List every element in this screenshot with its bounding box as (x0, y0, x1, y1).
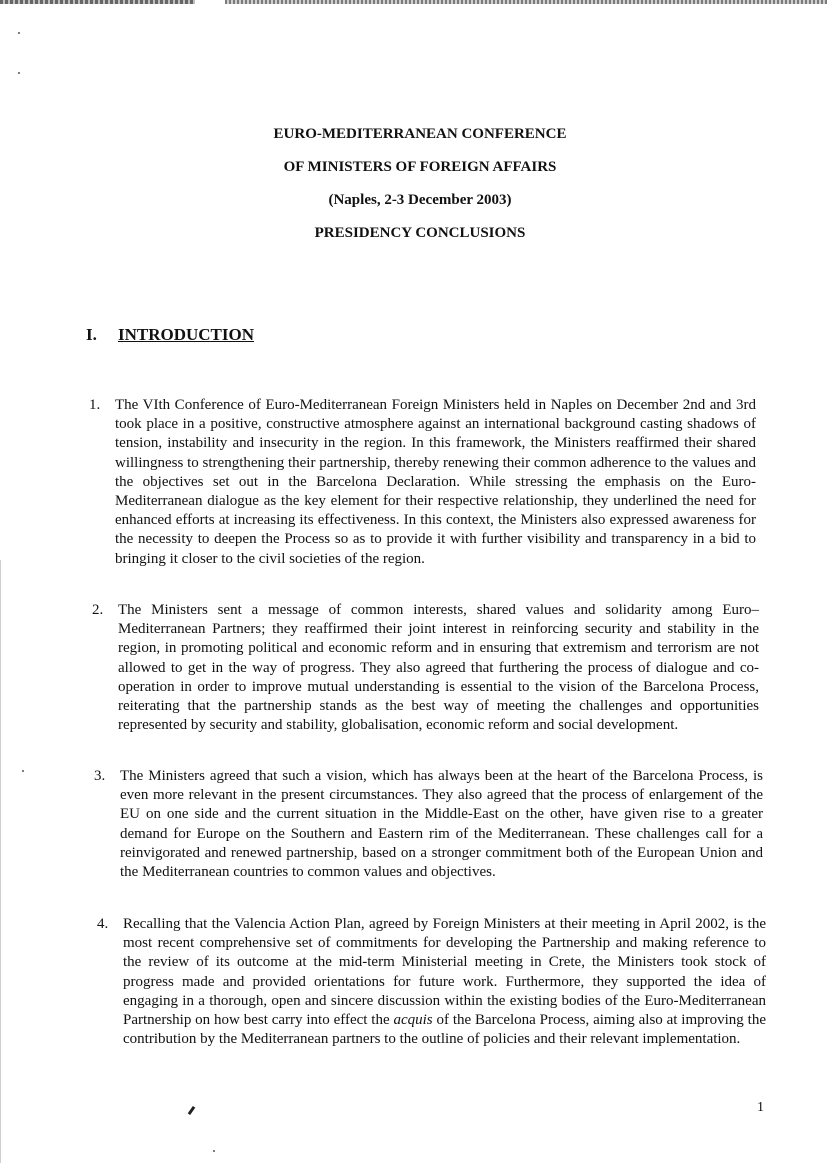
heading-line-3: (Naples, 2-3 December 2003) (328, 192, 512, 208)
scan-speck (22, 770, 24, 772)
paragraph-2 (92, 601, 759, 735)
paragraph-3 (94, 767, 763, 882)
section-number: I. (86, 325, 97, 344)
paragraph-text: The Ministers agreed that such a vision, which has always been at the heart of the Barcelona Process, is even more relevant in the present circumstances. They also agreed that the process of enlargement of the EU on one side and the current situation in the Middle-East on the other, have given rise to a greater demand for Europe on the Southern and Eastern rim of the Mediterranean. These challenges call for a reinvigorated and renewed partnership, based on a stronger commitment both of the European Union and the Mediterranean countries to common values and objectives. (120, 768, 763, 881)
pen-mark (188, 1106, 196, 1115)
paragraph-text: The VIth Conference of Euro-Mediterranean Foreign Ministers held in Naples on December 2nd and 3rd took place in a positive, constructive atmosphere against an international background casting shadows of tension, instability and insecurity in the region. In this framework, the Ministers reaffirmed their shared willingness to strengthening their partnership, thereby renewing their common adherence to the values and the objectives set out in the Barcelona Declaration. While stressing the emphasis on the Euro-Mediterranean dialogue as the key element for their respective relationship, they underlined the need for enhanced efforts at increasing its effectiveness. In this context, the Ministers also expressed awareness for the necessity to deepen the Process so as to provide it with further visibility and transparency in a bid to bringing it closer to the civil societies of the region. (115, 397, 756, 567)
paragraph-italic-term: acquis (393, 1012, 433, 1029)
document-heading (180, 126, 660, 258)
paragraph-text-start: Recalling that the Valencia Action Plan, agreed by Foreign Ministers at their meeting in April 2002, is the most recent comprehensive set of commitments for developing the Partnership and making reference to the review of its outcome at the mid-term Ministerial meeting in Crete, the Ministers took stock of progress made and provided orientations for future work. Furthermore, they supported the idea of engaging in a thorough, open and sincere discussion within the existing bodies of the Euro-Mediterranean Partnership on how best carry into effect the (123, 916, 766, 1029)
paragraph-text-end: of the Barcelona Process, aiming also at improving the contribution by the Mediterranean partners to the outline of policies and their relevant implementation. (123, 1012, 766, 1048)
paragraph-number: 1. (89, 397, 101, 413)
scan-speck (18, 32, 20, 34)
scan-speck (213, 1150, 215, 1152)
paragraph-number: 3. (94, 768, 106, 784)
scan-artifact-top-left (0, 0, 195, 4)
paragraph-number: 2. (92, 602, 104, 618)
page-number: 1 (757, 1100, 764, 1115)
scan-artifact-left-edge (0, 560, 1, 1163)
paragraph-4 (97, 915, 766, 1049)
paragraph-1 (89, 396, 756, 569)
scan-speck (18, 72, 20, 74)
section-title: INTRODUCTION (118, 325, 255, 344)
section-heading (86, 325, 254, 345)
paragraph-number: 4. (97, 916, 109, 932)
paragraph-text: The Ministers sent a message of common interests, shared values and solidarity among Euro–Mediterranean Partners; they reaffirmed their joint interest in reinforcing security and stability in the region, in promoting political and economic reform and in ensuring that extremism and terrorism are not allowed to get in the way of progress. They also agreed that furthering the process of dialogue and co-operation in order to improve mutual understanding is essential to the vision of the Barcelona Process, reiterating that the partnership stands as the best way of meeting the challenges and opportunities represented by security and stability, globalisation, economic reform and social development. (118, 602, 759, 734)
heading-line-4: PRESIDENCY CONCLUSIONS (314, 225, 526, 241)
scan-artifact-top-right (225, 0, 827, 4)
heading-line-2: OF MINISTERS OF FOREIGN AFFAIRS (283, 159, 557, 175)
heading-line-1: EURO-MEDITERRANEAN CONFERENCE (273, 126, 567, 142)
